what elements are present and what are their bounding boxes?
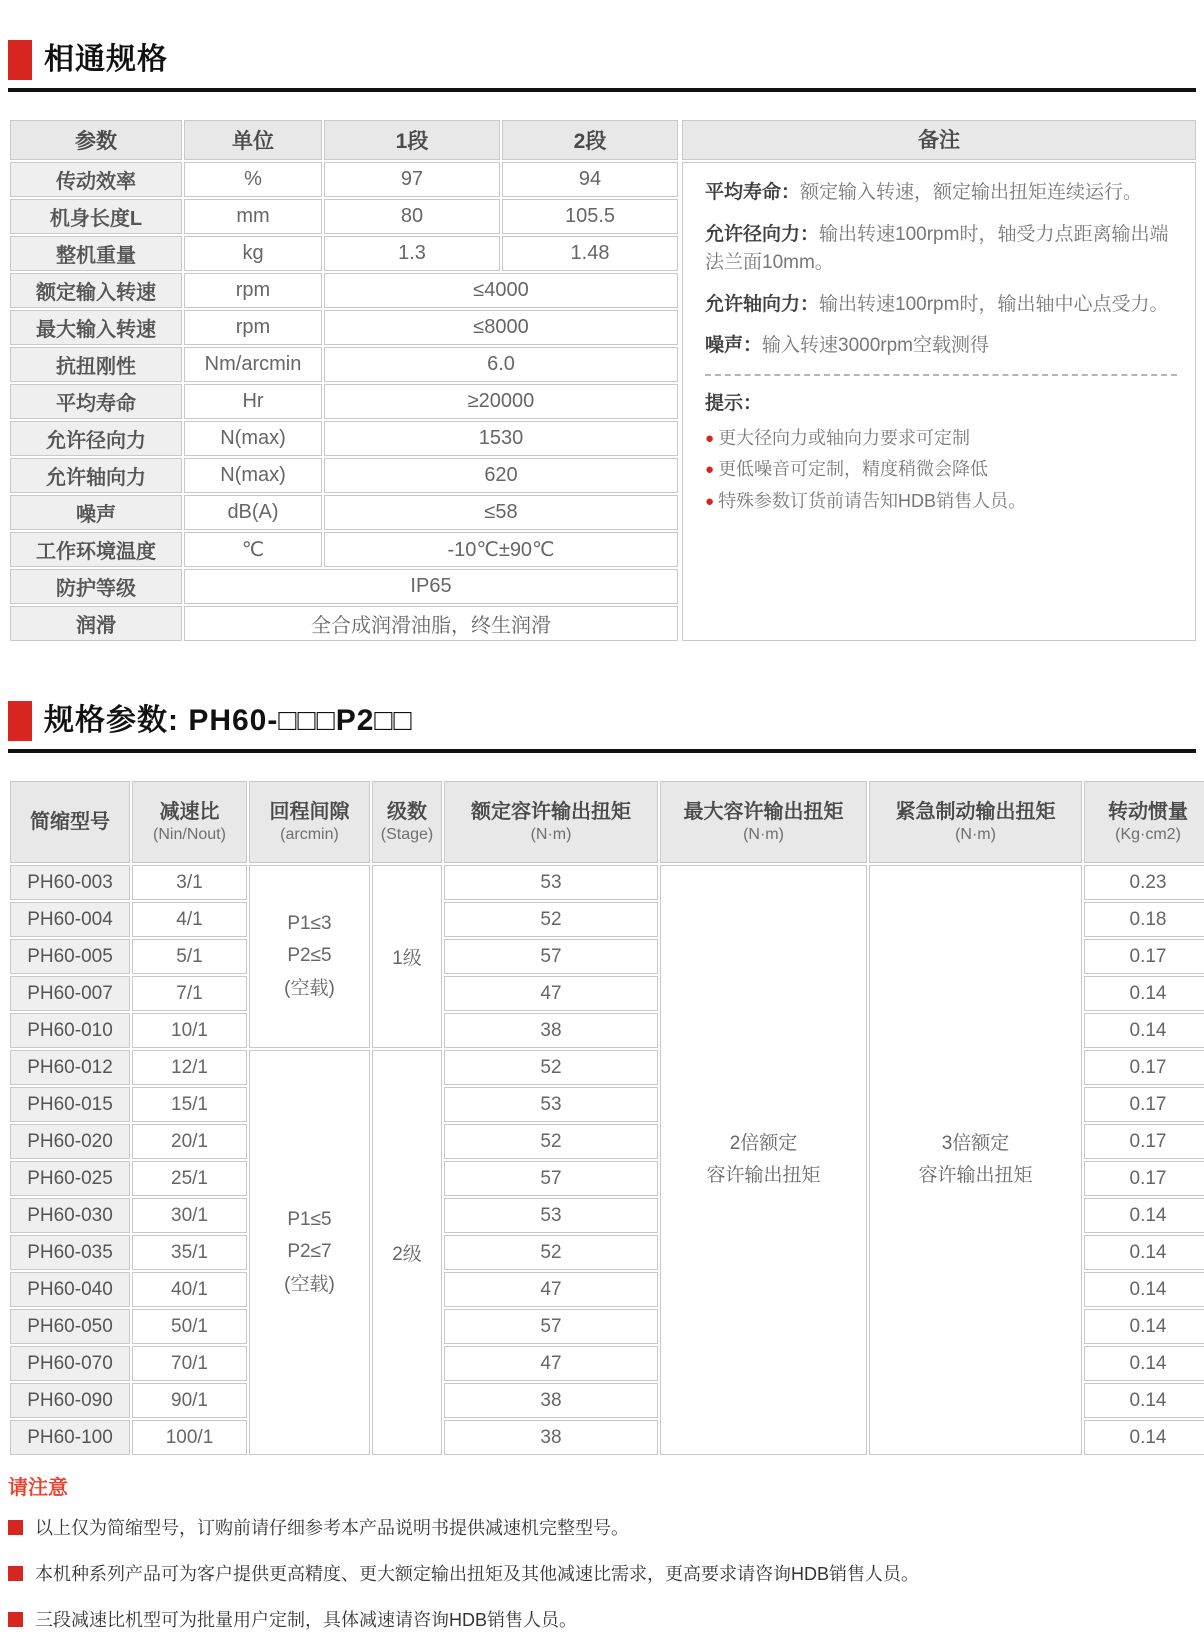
ratio-cell: 30/1 <box>132 1198 247 1233</box>
spec-param-header-row <box>10 781 1204 863</box>
inertia-cell: 0.14 <box>1084 1420 1204 1455</box>
param-name: 机身长度L <box>10 199 182 234</box>
model-cell: PH60-030 <box>10 1198 130 1233</box>
inertia-cell: 0.23 <box>1084 865 1204 900</box>
param-value-stage1: 1.3 <box>324 236 500 271</box>
stage-cell: 1级 <box>372 865 442 1048</box>
note-text: 本机种系列产品可为客户提供更高精度、更大额定输出扭矩及其他减速比需求，更高要求请咨询HDB销售人员。 <box>35 1564 919 1584</box>
inertia-cell: 0.14 <box>1084 976 1204 1011</box>
model-cell: PH60-015 <box>10 1087 130 1122</box>
note-text: 以上仅为简缩型号，订购前请仔细参考本产品说明书提供减速机完整型号。 <box>35 1518 629 1538</box>
model-cell: PH60-010 <box>10 1013 130 1048</box>
tip-item: ● 特殊参数订货前请告知HDB销售人员。 <box>705 490 1027 511</box>
spec-col-header-0: 简缩型号 <box>10 781 130 863</box>
model-cell: PH60-005 <box>10 939 130 974</box>
spec-row <box>10 347 678 382</box>
param-name: 整机重量 <box>10 236 182 271</box>
note-text: 三段减速比机型可为批量用户定制，具体减速请咨询HDB销售人员。 <box>35 1610 578 1630</box>
rated-torque-cell: 47 <box>444 1272 658 1307</box>
remarks-header: 备注 <box>682 120 1196 160</box>
model-cell: PH60-003 <box>10 865 130 900</box>
spec-row <box>10 162 678 197</box>
tips-list <box>705 423 1177 518</box>
bullet-dot-icon: ● <box>705 461 715 478</box>
inertia-cell: 0.17 <box>1084 1087 1204 1122</box>
ratio-cell: 20/1 <box>132 1124 247 1159</box>
param-value-stage2: 94 <box>502 162 678 197</box>
notice-title: 请注意 <box>8 1477 68 1499</box>
remark-paragraph: 允许径向力：输出转速100rpm时，轴受力点距离输出端法兰面10mm。 <box>705 223 1169 273</box>
ratio-cell: 70/1 <box>132 1346 247 1381</box>
section2-title: 规格参数: PH60-□□□P2□□ <box>44 704 413 737</box>
rated-torque-cell: 53 <box>444 865 658 900</box>
param-unit: kg <box>184 236 322 271</box>
ratio-cell: 50/1 <box>132 1309 247 1344</box>
ratio-cell: 12/1 <box>132 1050 247 1085</box>
ratio-cell: 100/1 <box>132 1420 247 1455</box>
backlash-cell: P1≤5 P2≤7 (空载) <box>249 1050 370 1455</box>
ratio-cell: 10/1 <box>132 1013 247 1048</box>
inertia-cell: 0.14 <box>1084 1309 1204 1344</box>
param-unit: rpm <box>184 273 322 308</box>
stage-cell: 2级 <box>372 1050 442 1455</box>
ratio-cell: 40/1 <box>132 1272 247 1307</box>
rated-torque-cell: 52 <box>444 902 658 937</box>
col-header-unit: 单位 <box>184 120 322 160</box>
spec-row <box>10 532 678 567</box>
spec-row <box>10 236 678 271</box>
param-unit: Nm/arcmin <box>184 347 322 382</box>
spec-row <box>10 310 678 345</box>
spec-col-header-6: 紧急制动输出扭矩 (N·m) <box>869 781 1082 863</box>
param-unit: N(max) <box>184 458 322 493</box>
backlash-cell: P1≤3 P2≤5 (空载) <box>249 865 370 1048</box>
param-name: 允许轴向力 <box>10 458 182 493</box>
remark-paragraph: 允许轴向力：输出转速100rpm时，输出轴中心点受力。 <box>705 293 1169 315</box>
spec-row <box>10 569 678 604</box>
model-cell: PH60-070 <box>10 1346 130 1381</box>
spec-col-header-1: 减速比 (Nin/Nout) <box>132 781 247 863</box>
rated-torque-cell: 52 <box>444 1124 658 1159</box>
spec-row <box>10 273 678 308</box>
ratio-cell: 15/1 <box>132 1087 247 1122</box>
col-header-stage1: 1段 <box>324 120 500 160</box>
inertia-cell: 0.17 <box>1084 1050 1204 1085</box>
model-cell: PH60-100 <box>10 1420 130 1455</box>
ratio-cell: 4/1 <box>132 902 247 937</box>
model-row <box>10 865 1204 900</box>
param-unit: N(max) <box>184 421 322 456</box>
spec-row <box>10 495 678 530</box>
param-value: ≤4000 <box>324 273 678 308</box>
spec-col-header-2: 回程间隙 (arcmin) <box>249 781 370 863</box>
param-value: ≥20000 <box>324 384 678 419</box>
col-header-stage2: 2段 <box>502 120 678 160</box>
param-name: 允许径向力 <box>10 421 182 456</box>
param-unit: ℃ <box>184 532 322 567</box>
spec-row <box>10 384 678 419</box>
common-spec-header-row <box>10 120 678 160</box>
note-row <box>8 1560 1196 1586</box>
model-cell: PH60-090 <box>10 1383 130 1418</box>
remarks-paragraphs <box>705 179 1177 361</box>
remark-paragraph: 平均寿命：额定输入转速，额定输出扭矩连续运行。 <box>705 182 1143 203</box>
spec-row <box>10 421 678 456</box>
rated-torque-cell: 52 <box>444 1235 658 1270</box>
section1-header <box>8 34 1196 92</box>
max-torque-cell: 2倍额定 容许输出扭矩 <box>660 865 867 1455</box>
param-unit: Hr <box>184 384 322 419</box>
param-name: 最大输入转速 <box>10 310 182 345</box>
param-value: IP65 <box>184 569 678 604</box>
red-square-icon <box>8 701 32 741</box>
model-cell: PH60-040 <box>10 1272 130 1307</box>
ratio-cell: 90/1 <box>132 1383 247 1418</box>
param-value: ≤8000 <box>324 310 678 345</box>
param-name: 润滑 <box>10 606 182 641</box>
dashed-divider <box>705 374 1177 376</box>
model-cell: PH60-007 <box>10 976 130 1011</box>
rated-torque-cell: 53 <box>444 1198 658 1233</box>
spec-row <box>10 606 678 641</box>
inertia-cell: 0.18 <box>1084 902 1204 937</box>
red-square-bullet-icon <box>8 1566 23 1581</box>
model-cell: PH60-035 <box>10 1235 130 1270</box>
model-cell: PH60-050 <box>10 1309 130 1344</box>
param-value: 全合成润滑油脂，终生润滑 <box>184 606 678 641</box>
spec-param-table <box>8 779 1204 1457</box>
remarks-panel <box>682 120 1196 641</box>
param-value: ≤58 <box>324 495 678 530</box>
red-square-bullet-icon <box>8 1612 23 1627</box>
param-name: 防护等级 <box>10 569 182 604</box>
param-value: -10℃±90℃ <box>324 532 678 567</box>
footer-notes <box>8 1471 1196 1632</box>
param-unit: % <box>184 162 322 197</box>
ratio-cell: 7/1 <box>132 976 247 1011</box>
spec-row <box>10 458 678 493</box>
rated-torque-cell: 38 <box>444 1420 658 1455</box>
spec-col-header-3: 级数 (Stage) <box>372 781 442 863</box>
param-unit: mm <box>184 199 322 234</box>
param-name: 工作环境温度 <box>10 532 182 567</box>
param-value: 6.0 <box>324 347 678 382</box>
tip-item: ● 更大径向力或轴向力要求可定制 <box>705 427 971 448</box>
inertia-cell: 0.17 <box>1084 1161 1204 1196</box>
section1-title: 相通规格 <box>44 43 168 76</box>
inertia-cell: 0.14 <box>1084 1272 1204 1307</box>
param-name: 平均寿命 <box>10 384 182 419</box>
inertia-cell: 0.17 <box>1084 939 1204 974</box>
inertia-cell: 0.14 <box>1084 1346 1204 1381</box>
bullet-dot-icon: ● <box>705 429 715 447</box>
model-cell: PH60-020 <box>10 1124 130 1159</box>
notes-list <box>8 1514 1196 1632</box>
inertia-cell: 0.14 <box>1084 1383 1204 1418</box>
spec-col-header-5: 最大容许输出扭矩 (N·m) <box>660 781 867 863</box>
rated-torque-cell: 38 <box>444 1013 658 1048</box>
param-name: 噪声 <box>10 495 182 530</box>
remark-paragraph: 噪声：输入转速3000rpm空载测得 <box>705 335 990 356</box>
tip-item: ● 更低噪音可定制，精度稍微会降低 <box>705 459 989 479</box>
ratio-cell: 25/1 <box>132 1161 247 1196</box>
spec-col-header-4: 额定容许输出扭矩 (N·m) <box>444 781 658 863</box>
spec-row <box>10 199 678 234</box>
param-name: 额定输入转速 <box>10 273 182 308</box>
model-cell: PH60-012 <box>10 1050 130 1085</box>
param-name: 传动效率 <box>10 162 182 197</box>
param-value: 1530 <box>324 421 678 456</box>
param-value: 620 <box>324 458 678 493</box>
common-spec-table-body <box>10 162 678 641</box>
inertia-cell: 0.14 <box>1084 1198 1204 1233</box>
rated-torque-cell: 57 <box>444 1161 658 1196</box>
red-square-bullet-icon <box>8 1520 23 1535</box>
param-value-stage1: 80 <box>324 199 500 234</box>
ratio-cell: 35/1 <box>132 1235 247 1270</box>
param-value-stage2: 105.5 <box>502 199 678 234</box>
tips-title: 提示： <box>705 392 763 414</box>
model-cell: PH60-025 <box>10 1161 130 1196</box>
note-row <box>8 1606 1196 1632</box>
rated-torque-cell: 47 <box>444 1346 658 1381</box>
param-value-stage2: 1.48 <box>502 236 678 271</box>
col-header-param: 参数 <box>10 120 182 160</box>
red-square-icon <box>8 40 32 80</box>
spec-col-header-7: 转动惯量 (Kg·cm2) <box>1084 781 1204 863</box>
common-spec-area <box>8 118 1196 643</box>
common-spec-table <box>8 118 680 643</box>
rated-torque-cell: 47 <box>444 976 658 1011</box>
inertia-cell: 0.14 <box>1084 1013 1204 1048</box>
brake-torque-cell: 3倍额定 容许输出扭矩 <box>869 865 1082 1455</box>
model-cell: PH60-004 <box>10 902 130 937</box>
rated-torque-cell: 57 <box>444 939 658 974</box>
inertia-cell: 0.14 <box>1084 1235 1204 1270</box>
ratio-cell: 3/1 <box>132 865 247 900</box>
rated-torque-cell: 52 <box>444 1050 658 1085</box>
rated-torque-cell: 38 <box>444 1383 658 1418</box>
spec-param-table-body <box>10 865 1204 1455</box>
param-value-stage1: 97 <box>324 162 500 197</box>
section2-header <box>8 695 1196 753</box>
param-name: 抗扭刚性 <box>10 347 182 382</box>
rated-torque-cell: 53 <box>444 1087 658 1122</box>
param-unit: dB(A) <box>184 495 322 530</box>
bullet-dot-icon: ● <box>705 492 715 510</box>
inertia-cell: 0.17 <box>1084 1124 1204 1159</box>
param-unit: rpm <box>184 310 322 345</box>
ratio-cell: 5/1 <box>132 939 247 974</box>
rated-torque-cell: 57 <box>444 1309 658 1344</box>
datasheet-page <box>0 34 1204 1632</box>
remarks-body <box>682 162 1196 641</box>
note-row <box>8 1514 1196 1540</box>
